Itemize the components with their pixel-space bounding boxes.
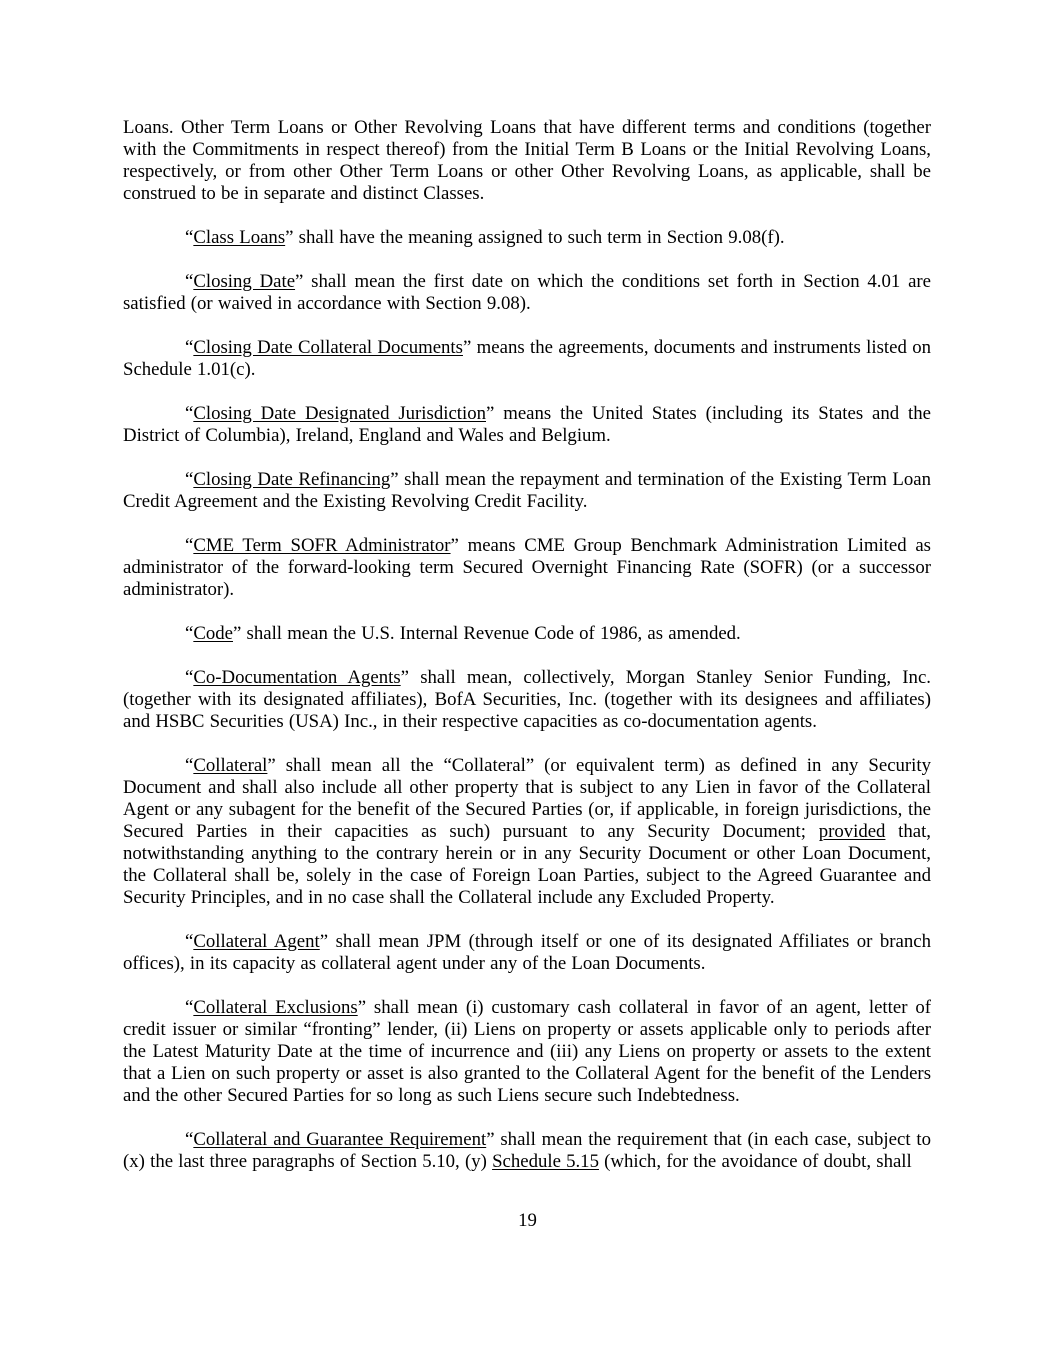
defined-term: Collateral (193, 755, 268, 776)
defined-term: Collateral Agent (193, 931, 320, 952)
defined-term: Co-Documentation Agents (193, 667, 401, 688)
paragraph (123, 227, 931, 249)
defined-term: Collateral and Guarantee Requirement (193, 1129, 487, 1150)
defined-term: Code (193, 623, 233, 644)
text-run: ” shall have the meaning assigned to such term in Section 9.08(f). (285, 227, 785, 248)
defined-term: Schedule 5.15 (492, 1151, 599, 1172)
text-run: “ (185, 667, 194, 688)
defined-term: Class Loans (193, 227, 286, 248)
paragraph (123, 931, 931, 975)
text-run: (which, for the avoidance of doubt, shall (598, 1151, 912, 1172)
page-number: 19 (518, 1210, 537, 1231)
text-run: that, notwithstanding anything to the contrary herein or in any Security Document or other Loan Document, the Collateral shall be, solely in the case of Foreign Loan Parties, subject to the Agreed Guarantee and Security Principles, and in no case shall the Collateral include any Excluded Property. (123, 821, 931, 908)
paragraph (123, 337, 931, 381)
text-run: ” means the United States (including its States and the District of Columbia), Ireland, England and Wales and Belgium. (123, 403, 931, 446)
text-run: ” means the agreements, documents and instruments listed on Schedule 1.01(c). (123, 337, 931, 380)
text-run: “ (185, 227, 194, 248)
defined-term: Closing Date (193, 271, 296, 292)
text-run: ” shall mean the first date on which the conditions set forth in Section 4.01 are satisfied (or waived in accordance with Section 9.08). (123, 271, 932, 314)
text-run: “ (185, 997, 194, 1018)
paragraph (123, 667, 931, 733)
text-run: “ (185, 535, 194, 556)
text-run: “ (185, 1129, 194, 1150)
paragraph (123, 623, 931, 645)
paragraph (123, 535, 931, 601)
defined-term: Closing Date Refinancing (193, 469, 391, 490)
defined-term: CME Term SOFR Administrator (193, 535, 451, 556)
paragraph (123, 469, 931, 513)
paragraph (123, 997, 931, 1107)
text-run: “ (185, 271, 194, 292)
text-run: ” shall mean all the “Collateral” (or equivalent term) as defined in any Security Document and shall also include all other property that is subject to any Lien in favor of the Collateral Agent or any subagent for the benefit of the Secured Parties (or, if applicable, in foreign jurisdictions, the Secured Parties in their capacities as such) pursuant to any Security Document; (123, 755, 931, 842)
text-run: “ (185, 403, 194, 424)
text-run: “ (185, 623, 194, 644)
paragraph (123, 271, 931, 315)
defined-term: Collateral Exclusions (193, 997, 358, 1018)
text-run: “ (185, 931, 194, 952)
text-run: “ (185, 337, 194, 358)
document-body (123, 117, 931, 1195)
defined-term: provided (818, 821, 886, 842)
text-run: “ (185, 755, 194, 776)
text-run: ” shall mean, collectively, Morgan Stanley Senior Funding, Inc. (together with its designated affiliates), BofA Securities, Inc. (together with its designees and affiliates) and HSBC Securities (USA) Inc., in their respective capacities as co-documentation agents. (123, 667, 931, 732)
text-run: “ (185, 469, 194, 490)
text-run: ” shall mean the U.S. Internal Revenue Code of 1986, as amended. (233, 623, 741, 644)
paragraph (123, 117, 931, 205)
defined-term: Closing Date Collateral Documents (193, 337, 463, 358)
defined-term: Closing Date Designated Jurisdiction (193, 403, 486, 424)
text-run: ” shall mean JPM (through itself or one of its designated Affiliates or branch offices), in its capacity as collateral agent under any of the Loan Documents. (123, 931, 932, 974)
paragraph (123, 1129, 931, 1173)
text-run: ” shall mean the requirement that (in each case, subject to (x) the last three paragraphs of Section 5.10, (y) (123, 1129, 931, 1172)
text-run: ” shall mean the repayment and termination of the Existing Term Loan Credit Agreement and the Existing Revolving Credit Facility. (123, 469, 931, 512)
text-run: ” shall mean (i) customary cash collateral in favor of an agent, letter of credit issuer or similar “fronting” lender, (ii) Liens on property or assets applicable only to periods after the Latest Maturity Date at the time of incurrence and (iii) any Liens on property or assets to the extent that a Lien on such property or asset is also granted to the Collateral Agent for the benefit of the Lenders and the other Secured Parties for so long as such Liens secure such Indebtedness. (123, 997, 931, 1106)
text-run: ” means CME Group Benchmark Administration Limited as administrator of the forward-looking term Secured Overnight Financing Rate (SOFR) (or a successor administrator). (123, 535, 931, 600)
text-run: Loans. Other Term Loans or Other Revolving Loans that have different terms and conditions (together with the Commitments in respect thereof) from the Initial Term B Loans or the Initial Revolving Loans, respectively, or from other Other Term Loans or other Other Revolving Loans, as applicable, shall be construed to be in separate and distinct Classes. (123, 117, 931, 204)
paragraph (123, 403, 931, 447)
paragraph (123, 755, 931, 909)
